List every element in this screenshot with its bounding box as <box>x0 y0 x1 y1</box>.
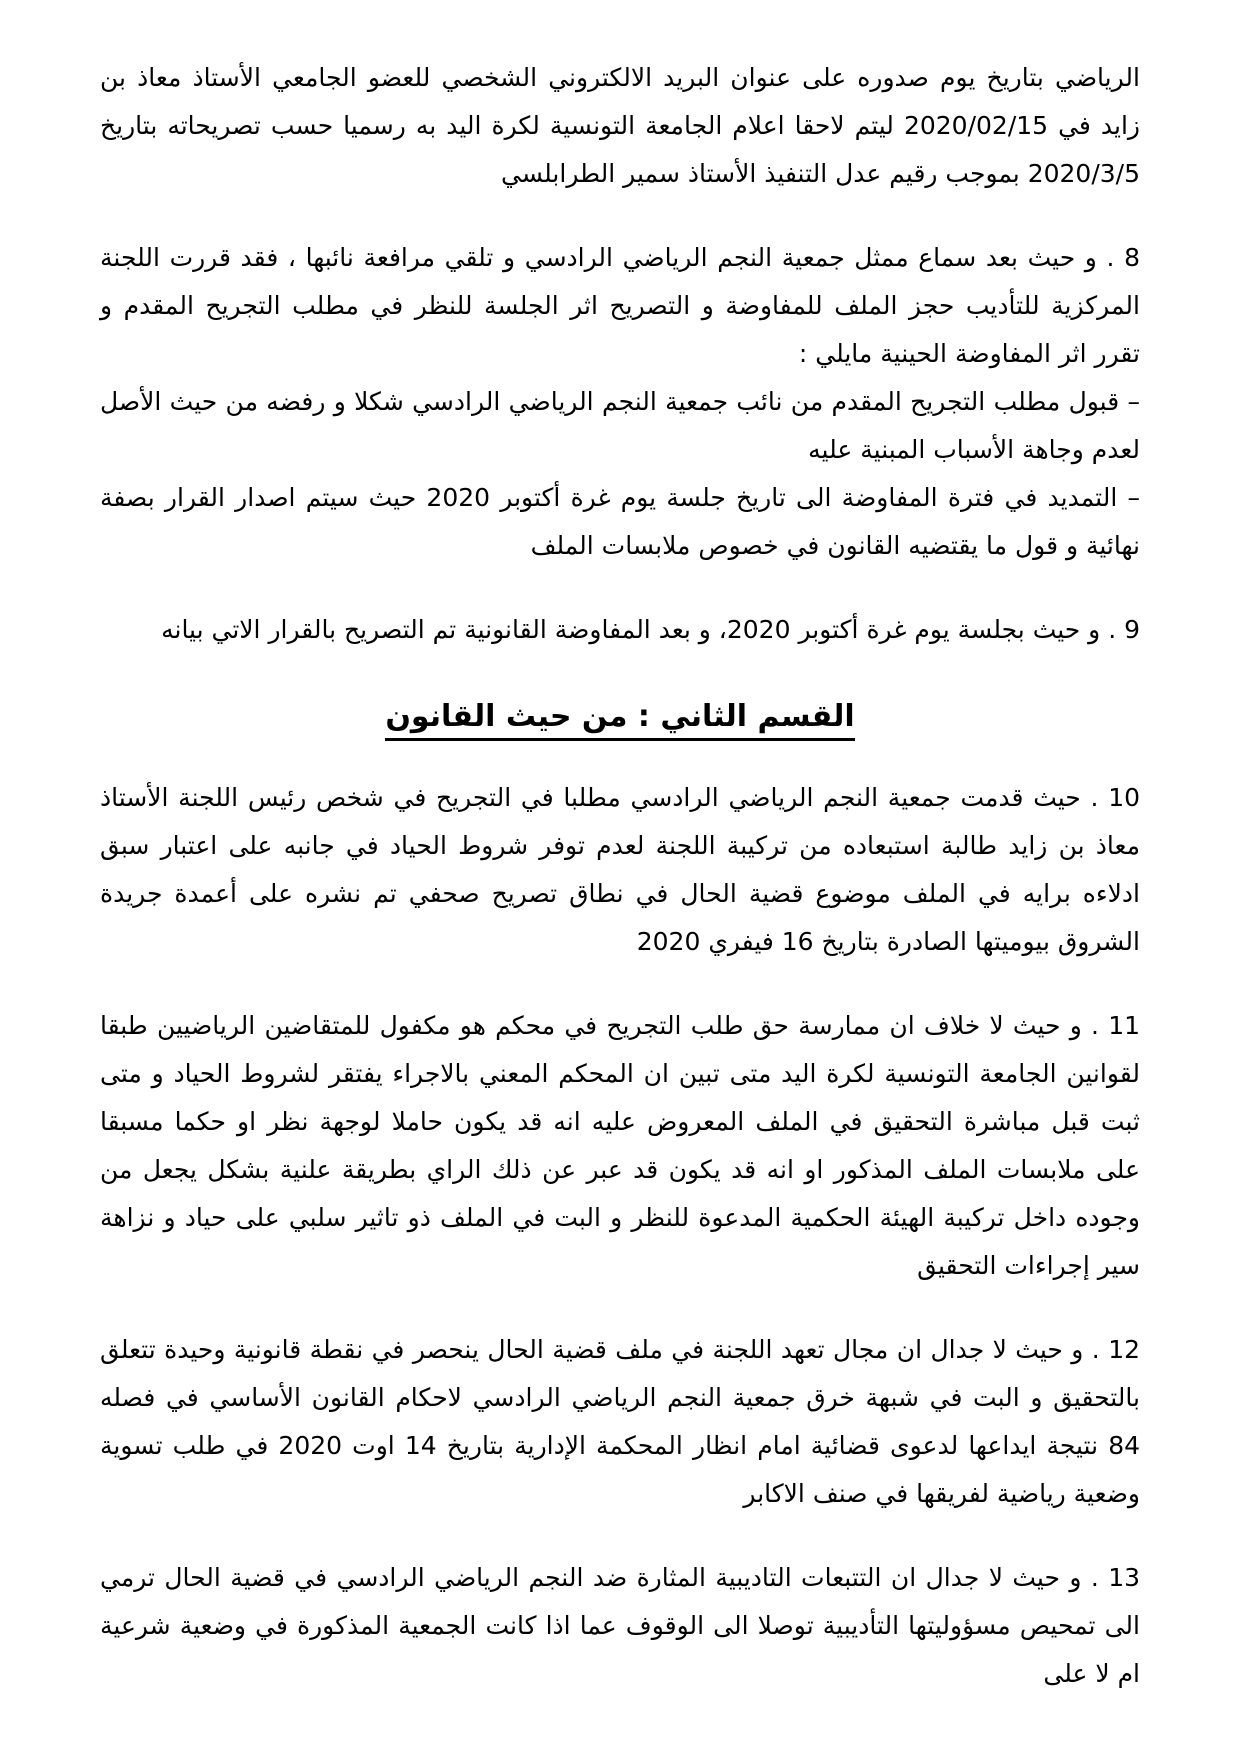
paragraph-8: 8 . و حيث بعد سماع ممثل جمعية النجم الرياضي الرادسي و تلقي مرافعة نائبها ، فقد قررت اللجنة المركزية للتأديب حجز الملف للمفاوضة و التصريح اثر الجلسة للنظر في مطلب التجريح المقدم و تقرر اثر المفاوضة الحينية مايلي : <box>100 243 1140 368</box>
paragraph-10: 10 . حيث قدمت جمعية النجم الرياضي الرادسي مطلبا في التجريح في شخص رئيس اللجنة الأستاذ معاذ بن زايد طالبة استبعاده من تركيبة اللجنة لعدم توفر شروط الحياد في جانبه على اعتبار سبق ادلاءه برايه في الملف موضوع قضية الحال في نطاق تصريح صحفي تم نشره على أعمدة جريدة الشروق بيوميتها الصادرة بتاريخ 16 فيفري 2020 <box>100 783 1140 956</box>
decision-item-2: – التمديد في فترة المفاوضة الى تاريخ جلسة يوم غرة أكتوبر 2020 حيث سيتم اصدار القرار بصفة نهائية و قول ما يقتضيه القانون في خصوص ملابسات الملف <box>100 483 1140 560</box>
section-heading <box>100 690 1140 744</box>
paragraph-12: 12 . و حيث لا جدال ان مجال تعهد اللجنة في ملف قضية الحال ينحصر في نقطة قانونية وحيدة تتعلق بالتحقيق و البت في شبهة خرق جمعية النجم الرياضي الرادسي لاحكام القانون الأساسي في فصله 84 نتيجة ايداعها لدعوى قضائية امام انظار المحكمة الإدارية بتاريخ 14 اوت 2020 في طلب تسوية وضعية رياضية لفريقها في صنف الاكابر <box>100 1335 1140 1508</box>
paragraph-9: 9 . و حيث بجلسة يوم غرة أكتوبر 2020، و بعد المفاوضة القانونية تم التصريح بالقرار الاتي بيانه <box>161 615 1140 644</box>
paragraph-11: 11 . و حيث لا خلاف ان ممارسة حق طلب التجريح في محكم هو مكفول للمتقاضين الرياضيين طبقا لقوانين الجامعة التونسية لكرة اليد متى تبين ان المحكم المعني بالاجراء يفتقر لشروط الحياد و متى ثبت قبل مباشرة التحقيق في الملف المعروض عليه انه قد يكون حاملا لوجهة نظر او حكما مسبقا على ملابسات الملف المذكور او انه قد يكون قد عبر عن ذلك الراي بطريقة علنية بشكل يجعل من وجوده داخل تركيبة الهيئة الحكمية المدعوة للنظر و البت في الملف ذو تاثير سلبي على حياد و نزاهة سير إجراءات التحقيق <box>100 1011 1140 1280</box>
paragraph-continuation: الرياضي بتاريخ يوم صدوره على عنوان البريد الالكتروني الشخصي للعضو الجامعي الأستاذ معاذ بن زايد في 2020/02/15 ليتم لاحقا اعلام الجامعة التونسية لكرة اليد به رسميا حسب تصريحاته بتاريخ 2020/3/5 بموجب رقيم عدل التنفيذ الأستاذ سمير الطرابلسي <box>100 63 1141 188</box>
paragraph-13: 13 . و حيث لا جدال ان التتبعات التاديبية المثارة ضد النجم الرياضي الرادسي في قضية الحال ترمي الى تمحيص مسؤوليتها التأديبية توصلا الى الوقوف عما اذا كانت الجمعية المذكورة في وضعية شرعية ام لا على <box>100 1563 1140 1688</box>
decision-item-1: – قبول مطلب التجريح المقدم من نائب جمعية النجم الرياضي الرادسي شكلا و رفضه من حيث الأصل لعدم وجاهة الأسباب المبنية عليه <box>100 387 1140 464</box>
document-body <box>100 54 1140 1734</box>
decision-items <box>100 378 1140 570</box>
section-heading-text: القسم الثاني : من حيث القانون <box>385 699 854 741</box>
